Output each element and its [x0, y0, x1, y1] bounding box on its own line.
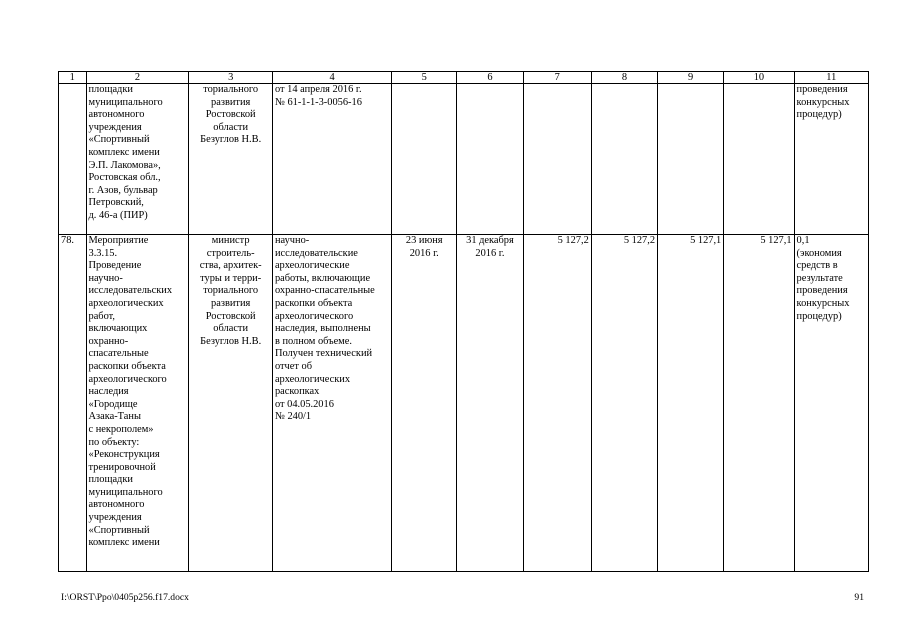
cell-line: 78.	[61, 235, 74, 246]
cell-line: археологического	[274, 310, 354, 322]
cell-note	[794, 235, 868, 572]
cell-line: средств в	[796, 260, 838, 272]
column-number: 11	[794, 72, 868, 84]
cell-line: строитель-	[206, 247, 255, 259]
cell-line: Безуглов Н.В.	[200, 335, 262, 347]
cell-line: учреждения	[88, 121, 142, 133]
cell-line: исследовательские	[274, 247, 358, 259]
cell-amount	[658, 84, 724, 235]
cell-line: Ростовской	[205, 310, 256, 322]
table-row-78	[59, 235, 869, 572]
cell-line: Безуглов Н.В.	[200, 134, 262, 146]
cell-event-name	[86, 235, 189, 572]
cell-line: автономного	[88, 109, 145, 121]
cell-line: археологического	[88, 373, 167, 385]
cell-line: 2016 г.	[475, 247, 505, 259]
cell-line: охранно-	[88, 335, 129, 347]
cell-line: Ростовской	[205, 109, 256, 121]
column-number: 9	[658, 72, 724, 84]
cell-line: 31 декабря	[466, 235, 514, 246]
cell-line: работ,	[88, 310, 116, 322]
column-number: 8	[591, 72, 657, 84]
cell-responsible	[189, 235, 273, 572]
column-number: 2	[86, 72, 189, 84]
column-number-row	[59, 72, 869, 84]
cell-line: (экономия	[796, 247, 842, 259]
cell-line: научно-	[274, 235, 310, 246]
column-number: 3	[189, 72, 273, 84]
table-row-continued	[59, 84, 869, 235]
cell-fact-date	[457, 235, 523, 572]
cell-line: с некрополем»	[88, 423, 154, 435]
cell-line: ства, архитек-	[199, 260, 262, 272]
cell-line: «Спортивный	[88, 134, 150, 146]
column-number: 10	[724, 72, 794, 84]
cell-line: археологические	[274, 260, 350, 272]
cell-responsible	[189, 84, 273, 235]
cell-line: спасательные	[88, 348, 149, 360]
cell-line: Получен технический	[274, 348, 373, 360]
cell-line: раскопках	[274, 386, 320, 398]
column-number: 1	[59, 72, 87, 84]
cell-line: конкурсных	[796, 297, 850, 309]
cell-line: г. Азов, бульвар	[88, 184, 158, 196]
cell-line: археологических	[274, 373, 351, 385]
cell-line: автономного	[88, 499, 145, 511]
cell-line: области	[213, 323, 249, 335]
cell-line: № 240/1	[274, 411, 312, 423]
cell-line: раскопки объекта	[274, 297, 353, 309]
cell-plan-date	[392, 235, 457, 572]
cell-line: муниципального	[88, 96, 163, 108]
footer-page-number: 91	[854, 592, 864, 603]
cell-number	[59, 84, 87, 235]
cell-line: Азака-Таны	[88, 411, 141, 423]
cell-line: «Городище	[88, 398, 138, 410]
cell-line: 23 июня	[405, 235, 443, 246]
cell-line: министр	[211, 235, 250, 246]
cell-line: 5 127,2	[557, 235, 589, 246]
cell-line: Проведение	[88, 260, 142, 272]
cell-line: по объекту:	[88, 436, 140, 448]
cell-line: 2016 г.	[409, 247, 439, 259]
cell-amount	[724, 84, 794, 235]
cell-line: тренировочной	[88, 461, 156, 473]
cell-line: процедур)	[796, 310, 842, 322]
cell-line: Ростовская обл.,	[88, 172, 161, 184]
cell-plan-date	[392, 84, 457, 235]
cell-note	[794, 84, 868, 235]
cell-line: процедур)	[796, 109, 842, 121]
cell-line: Петровский,	[88, 197, 144, 209]
column-number: 4	[272, 72, 391, 84]
cell-line: включающих	[88, 323, 148, 335]
cell-line: ториального	[203, 84, 259, 95]
cell-line: учреждения	[88, 512, 142, 524]
cell-line: проведения	[796, 84, 848, 95]
cell-line: наследия, выполнены	[274, 323, 371, 335]
cell-line: муниципального	[88, 486, 163, 498]
cell-amount	[591, 235, 657, 572]
cell-line: 5 127,2	[623, 235, 656, 246]
cell-line: д. 46-а (ПИР)	[88, 209, 148, 221]
cell-line: 3.3.15.	[88, 247, 118, 259]
cell-line: № 61-1-1-3-0056-16	[274, 96, 362, 108]
cell-line: ториального	[203, 285, 259, 297]
cell-line: области	[213, 121, 249, 133]
cell-amount	[724, 235, 794, 572]
cell-line: раскопки объекта	[88, 360, 166, 372]
cell-line: комплекс имени	[88, 537, 160, 549]
cell-line: от 14 апреля 2016 г.	[274, 84, 362, 95]
cell-line: отчет об	[274, 360, 312, 372]
cell-line: наследия	[88, 386, 129, 398]
cell-line: туры и терри-	[200, 272, 262, 284]
cell-line: охранно-спасательные	[274, 285, 375, 297]
cell-line: Э.П. Лакомова»,	[88, 159, 161, 171]
cell-line: исследовательских	[88, 285, 173, 297]
cell-event-name	[86, 84, 189, 235]
column-number: 5	[392, 72, 457, 84]
cell-amount	[658, 235, 724, 572]
cell-line: площадки	[88, 84, 133, 95]
cell-line: Мероприятие	[88, 235, 149, 246]
cell-amount	[523, 235, 591, 572]
cell-line: развития	[211, 297, 251, 309]
footer-file-path: I:\ORST\Ppo\0405p256.f17.docx	[61, 592, 189, 603]
cell-line: конкурсных	[796, 96, 850, 108]
cell-result	[272, 235, 391, 572]
column-number: 6	[457, 72, 523, 84]
cell-line: 5 127,1	[690, 235, 722, 246]
cell-fact-date	[457, 84, 523, 235]
column-number: 7	[523, 72, 591, 84]
cell-line: комплекс имени	[88, 146, 160, 158]
cell-amount	[591, 84, 657, 235]
cell-line: «Спортивный	[88, 524, 150, 536]
cell-line: развития	[211, 96, 251, 108]
cell-amount	[523, 84, 591, 235]
cell-line: «Реконструкция	[88, 449, 160, 461]
cell-line: проведения	[796, 285, 848, 297]
cell-line: работы, включающие	[274, 272, 371, 284]
cell-line: 0,1	[796, 235, 810, 246]
cell-number	[59, 235, 87, 572]
cell-line: археологических	[88, 297, 164, 309]
cell-line: площадки	[88, 474, 133, 486]
cell-result	[272, 84, 391, 235]
cell-line: результате	[796, 272, 843, 284]
cell-line: от 04.05.2016	[274, 398, 334, 410]
cell-line: 5 127,1	[760, 235, 792, 246]
cell-line: научно-	[88, 272, 123, 284]
cell-line: в полном объеме.	[274, 335, 352, 347]
report-table	[58, 71, 869, 572]
